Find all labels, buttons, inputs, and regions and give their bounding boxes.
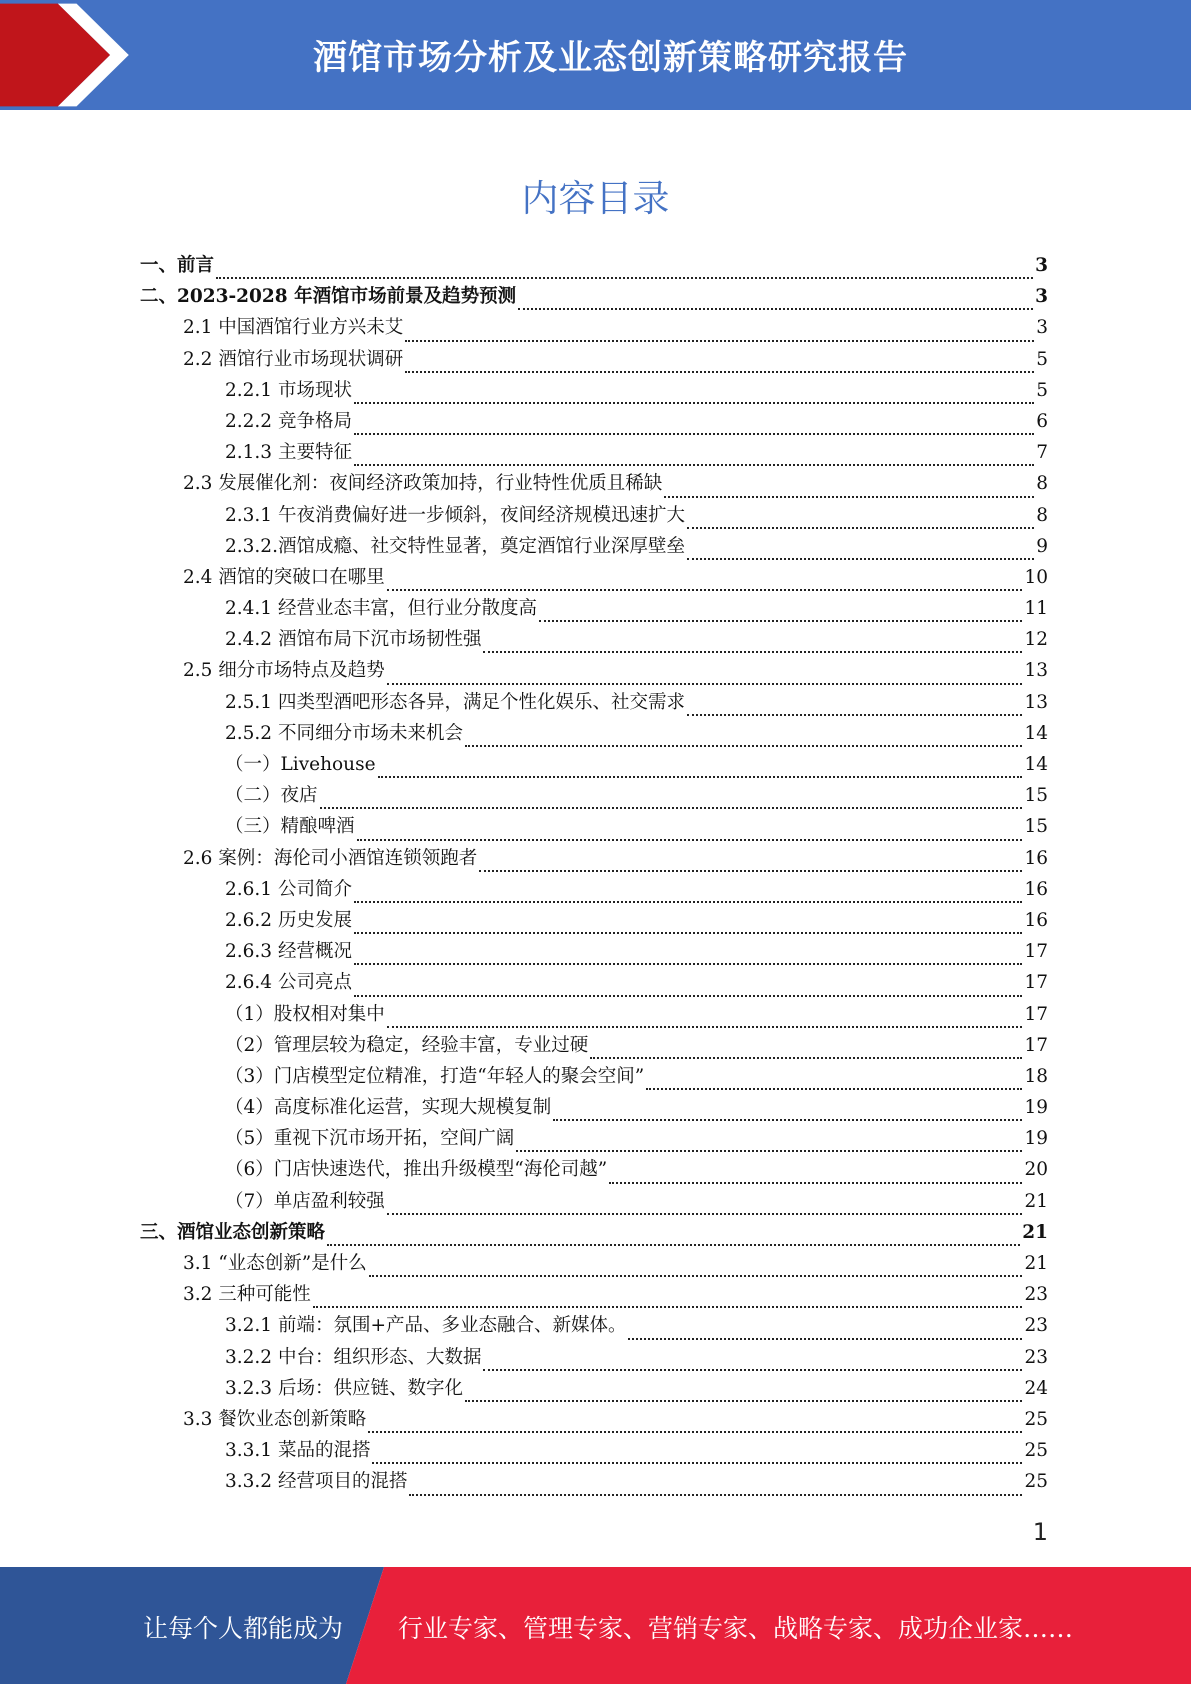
dot-leader — [369, 1275, 1023, 1277]
toc-entry[interactable] — [140, 1096, 1048, 1127]
toc-entry-page: 16 — [1024, 878, 1048, 900]
toc-entry-page: 25 — [1024, 1471, 1048, 1493]
dot-leader — [216, 277, 1033, 279]
toc-entry-label: 2.5 细分市场特点及趋势 — [183, 660, 385, 682]
toc-entry-label: 2.3 发展催化剂：夜间经济政策加持，行业特性优质且稀缺 — [183, 473, 663, 495]
dot-leader — [465, 1400, 1022, 1402]
dot-leader — [687, 714, 1022, 716]
toc-heading: 内容目录 — [521, 177, 670, 220]
toc-entry-label: 2.6.3 经营概况 — [225, 941, 352, 963]
footer-slogan-right: 行业专家、管理专家、营销专家、战略专家、成功企业家…… — [398, 1614, 1074, 1643]
toc-entry[interactable] — [140, 504, 1048, 535]
toc-entry-label: 2.1 中国酒馆行业方兴未艾 — [183, 317, 404, 339]
toc-entry-label: （6）门店快速迭代，推出升级模型“海伦司越” — [225, 1159, 608, 1181]
toc-entry[interactable] — [140, 535, 1048, 566]
toc-entry-page: 5 — [1036, 379, 1048, 401]
dot-leader — [516, 1150, 1022, 1152]
toc-entry-page: 7 — [1036, 442, 1048, 464]
toc-entry-label: 3.3 餐饮业态创新策略 — [183, 1408, 367, 1430]
toc-entry-page: 15 — [1024, 785, 1048, 807]
toc-entry-label: （二）夜店 — [225, 785, 318, 807]
toc-entry[interactable] — [140, 348, 1048, 379]
dot-leader — [687, 558, 1034, 560]
toc-entry-label: 2.5.2 不同细分市场未来机会 — [225, 722, 463, 744]
toc-entry-page: 19 — [1024, 1097, 1048, 1119]
toc-entry-page: 14 — [1024, 722, 1048, 744]
dot-leader — [590, 1057, 1022, 1059]
toc-entry-label: （7）单店盈利较强 — [225, 1190, 385, 1212]
toc-entry-label: 2.5.1 四类型酒吧形态各异，满足个性化娱乐、社交需求 — [225, 691, 685, 713]
dot-leader — [518, 308, 1033, 310]
toc-entry-page: 21 — [1024, 1190, 1048, 1212]
dot-leader — [646, 1088, 1022, 1090]
dot-leader — [387, 683, 1023, 685]
toc-entry-page: 6 — [1036, 410, 1048, 432]
toc-entry-page: 16 — [1024, 847, 1048, 869]
toc-entry[interactable] — [140, 410, 1048, 441]
toc-entry-page: 25 — [1024, 1408, 1048, 1430]
toc-entry-label: （3）门店模型定位精准，打造“年轻人的聚会空间” — [225, 1065, 645, 1087]
dot-leader — [387, 589, 1023, 591]
toc-entry[interactable] — [140, 847, 1048, 878]
toc-entry-page: 21 — [1022, 1221, 1048, 1243]
report-title: 酒馆市场分析及业态创新策略研究报告 — [313, 38, 908, 78]
toc-entry-label: 三、酒馆业态创新策略 — [140, 1221, 326, 1243]
toc-entry[interactable] — [140, 285, 1048, 316]
toc-entry-page: 11 — [1024, 598, 1048, 620]
toc-entry[interactable] — [140, 1252, 1048, 1283]
toc-entry[interactable] — [140, 472, 1048, 503]
footer-slogan-left: 让每个人都能成为 — [143, 1614, 344, 1643]
toc-entry-label: 2.1.3 主要特征 — [225, 442, 352, 464]
toc-entry-label: 3.3.1 菜品的混搭 — [225, 1440, 371, 1462]
dot-leader — [357, 839, 1023, 841]
toc-entry-page: 16 — [1024, 909, 1048, 931]
toc-entry-page: 17 — [1024, 941, 1048, 963]
toc-entry-label: 2.4 酒馆的突破口在哪里 — [183, 566, 385, 588]
dot-leader — [354, 901, 1023, 903]
toc-entry[interactable] — [140, 971, 1048, 1002]
dot-leader — [354, 995, 1023, 997]
toc-entry-label: 2.2.2 竞争格局 — [225, 410, 352, 432]
toc-entry-page: 3 — [1036, 317, 1048, 339]
toc-entry[interactable] — [140, 659, 1048, 690]
header-banner — [0, 0, 1191, 110]
toc-entry[interactable] — [140, 1065, 1048, 1096]
toc-entry-page: 5 — [1036, 348, 1048, 370]
toc-entry-page: 12 — [1024, 629, 1048, 651]
page-number: 1 — [1032, 1518, 1048, 1546]
toc-entry[interactable] — [140, 1190, 1048, 1221]
dot-leader — [405, 371, 1034, 373]
dot-leader — [539, 620, 1022, 622]
toc-entry[interactable] — [140, 878, 1048, 909]
dot-leader — [409, 1494, 1022, 1496]
toc-entry-label: 3.1 “业态创新”是什么 — [183, 1253, 367, 1274]
dot-leader — [553, 1119, 1022, 1121]
dot-leader — [368, 1431, 1022, 1433]
toc-entry[interactable] — [140, 909, 1048, 940]
toc-entry-label: 3.2.1 前端：氛围+产品、多业态融合、新媒体。 — [225, 1315, 627, 1337]
toc-entry-page: 17 — [1024, 972, 1048, 994]
dot-leader — [354, 402, 1034, 404]
toc-entry[interactable] — [140, 316, 1048, 347]
toc-entry-page: 9 — [1036, 535, 1048, 557]
toc-entry[interactable] — [140, 379, 1048, 410]
toc-entry[interactable] — [140, 566, 1048, 597]
toc-entry-page: 23 — [1024, 1284, 1048, 1306]
toc-entry[interactable] — [140, 1158, 1048, 1189]
toc-entry-label: （三）精酿啤酒 — [225, 816, 355, 838]
toc-entry-label: 3.2.3 后场：供应链、数字化 — [225, 1377, 463, 1399]
dot-leader — [405, 340, 1034, 342]
toc-entry[interactable] — [140, 1377, 1048, 1408]
toc-entry[interactable] — [140, 784, 1048, 815]
toc-entry-label: 3.2 三种可能性 — [183, 1284, 311, 1306]
toc-entry-label: 2.3.2.酒馆成瘾、社交特性显著，奠定酒馆行业深厚壁垒 — [225, 535, 685, 557]
toc-entry-label: 2.4.2 酒馆布局下沉市场韧性强 — [225, 629, 482, 651]
toc-entry-page: 13 — [1024, 691, 1048, 713]
dot-leader — [483, 1369, 1022, 1371]
dot-leader — [465, 745, 1022, 747]
toc-entry-label: 一、前言 — [140, 255, 215, 276]
dot-leader — [609, 1182, 1022, 1184]
toc-entry-label: （2）管理层较为稳定，经验丰富，专业过硬 — [225, 1034, 589, 1056]
toc-entry[interactable] — [140, 1439, 1048, 1470]
dot-leader — [687, 527, 1034, 529]
toc-entry-page: 8 — [1036, 473, 1048, 495]
toc-entry-label: 2.4.1 经营业态丰富，但行业分散度高 — [225, 598, 537, 620]
dot-leader — [313, 1306, 1023, 1308]
toc-entry[interactable] — [140, 1127, 1048, 1158]
toc-entry[interactable] — [140, 722, 1048, 753]
toc-entry[interactable] — [140, 628, 1048, 659]
toc-entry[interactable] — [140, 1346, 1048, 1377]
toc-entry-label: （4）高度标准化运营，实现大规模复制 — [225, 1097, 552, 1119]
toc-entry-label: 2.6.4 公司亮点 — [225, 972, 352, 994]
toc-entry-page: 18 — [1024, 1065, 1048, 1087]
toc-entry[interactable] — [140, 441, 1048, 472]
toc-entry[interactable] — [140, 940, 1048, 971]
toc-entry-page: 25 — [1024, 1440, 1048, 1462]
toc-entry[interactable] — [140, 753, 1048, 784]
toc-entry[interactable] — [140, 815, 1048, 846]
toc-entry-label: 2.2 酒馆行业市场现状调研 — [183, 348, 404, 370]
toc-entry-page: 23 — [1024, 1346, 1048, 1368]
toc-entry-page: 13 — [1024, 660, 1048, 682]
toc-entry-page: 15 — [1024, 816, 1048, 838]
toc-entry-page: 19 — [1024, 1128, 1048, 1150]
toc-entry[interactable] — [140, 1408, 1048, 1439]
toc-entry-label: 2.6 案例：海伦司小酒馆连锁领跑者 — [183, 847, 478, 869]
toc-entry[interactable] — [140, 1034, 1048, 1065]
toc-entry-page: 23 — [1024, 1315, 1048, 1337]
toc-entry-label: 3.3.2 经营项目的混搭 — [225, 1471, 408, 1493]
toc-entry-page: 3 — [1035, 286, 1048, 308]
dot-leader — [354, 433, 1034, 435]
toc-entry-label: 2.3.1 午夜消费偏好进一步倾斜，夜间经济规模迅速扩大 — [225, 504, 685, 526]
toc-entry-label: 2.2.1 市场现状 — [225, 379, 352, 401]
toc-entry-label: （5）重视下沉市场开拓，空间广阔 — [225, 1128, 515, 1150]
toc-entry-label: 3.2.2 中台：组织形态、大数据 — [225, 1346, 482, 1368]
toc-entry[interactable] — [140, 1003, 1048, 1034]
footer-banner — [0, 1567, 1191, 1684]
toc-entry-label: （一）Livehouse — [225, 754, 376, 775]
dot-leader — [354, 932, 1023, 934]
toc-entry-page: 17 — [1024, 1034, 1048, 1056]
toc-entry-page: 17 — [1024, 1003, 1048, 1025]
toc-entry[interactable] — [140, 597, 1048, 628]
toc-entry[interactable] — [140, 1470, 1048, 1501]
dot-leader — [387, 1026, 1023, 1028]
toc-entry-page: 24 — [1024, 1377, 1048, 1399]
toc-entry-page: 20 — [1024, 1159, 1048, 1181]
dot-leader — [378, 776, 1023, 778]
table-of-contents — [140, 254, 1048, 1502]
toc-entry-page: 8 — [1036, 504, 1048, 526]
toc-entry[interactable] — [140, 691, 1048, 722]
toc-entry-page: 3 — [1035, 255, 1048, 276]
toc-entry-page: 10 — [1024, 566, 1048, 588]
toc-entry-page: 21 — [1024, 1253, 1048, 1274]
toc-entry[interactable] — [140, 254, 1048, 285]
dot-leader — [320, 807, 1023, 809]
toc-entry-label: 2.6.2 历史发展 — [225, 909, 352, 931]
toc-entry-label: 2.6.1 公司简介 — [225, 878, 352, 900]
dot-leader — [479, 870, 1022, 872]
dot-leader — [628, 1338, 1022, 1340]
toc-entry-page: 14 — [1024, 754, 1048, 775]
toc-entry[interactable] — [140, 1221, 1048, 1252]
toc-entry-label: 二、2023-2028 年酒馆市场前景及趋势预测 — [140, 286, 517, 308]
dot-leader — [354, 963, 1023, 965]
dot-leader — [483, 651, 1022, 653]
dot-leader — [372, 1462, 1022, 1464]
toc-entry[interactable] — [140, 1283, 1048, 1314]
dot-leader — [664, 496, 1034, 498]
dot-leader — [327, 1244, 1020, 1246]
dot-leader — [387, 1213, 1023, 1215]
dot-leader — [354, 464, 1034, 466]
toc-entry[interactable] — [140, 1314, 1048, 1345]
toc-entry-label: （1）股权相对集中 — [225, 1003, 385, 1025]
